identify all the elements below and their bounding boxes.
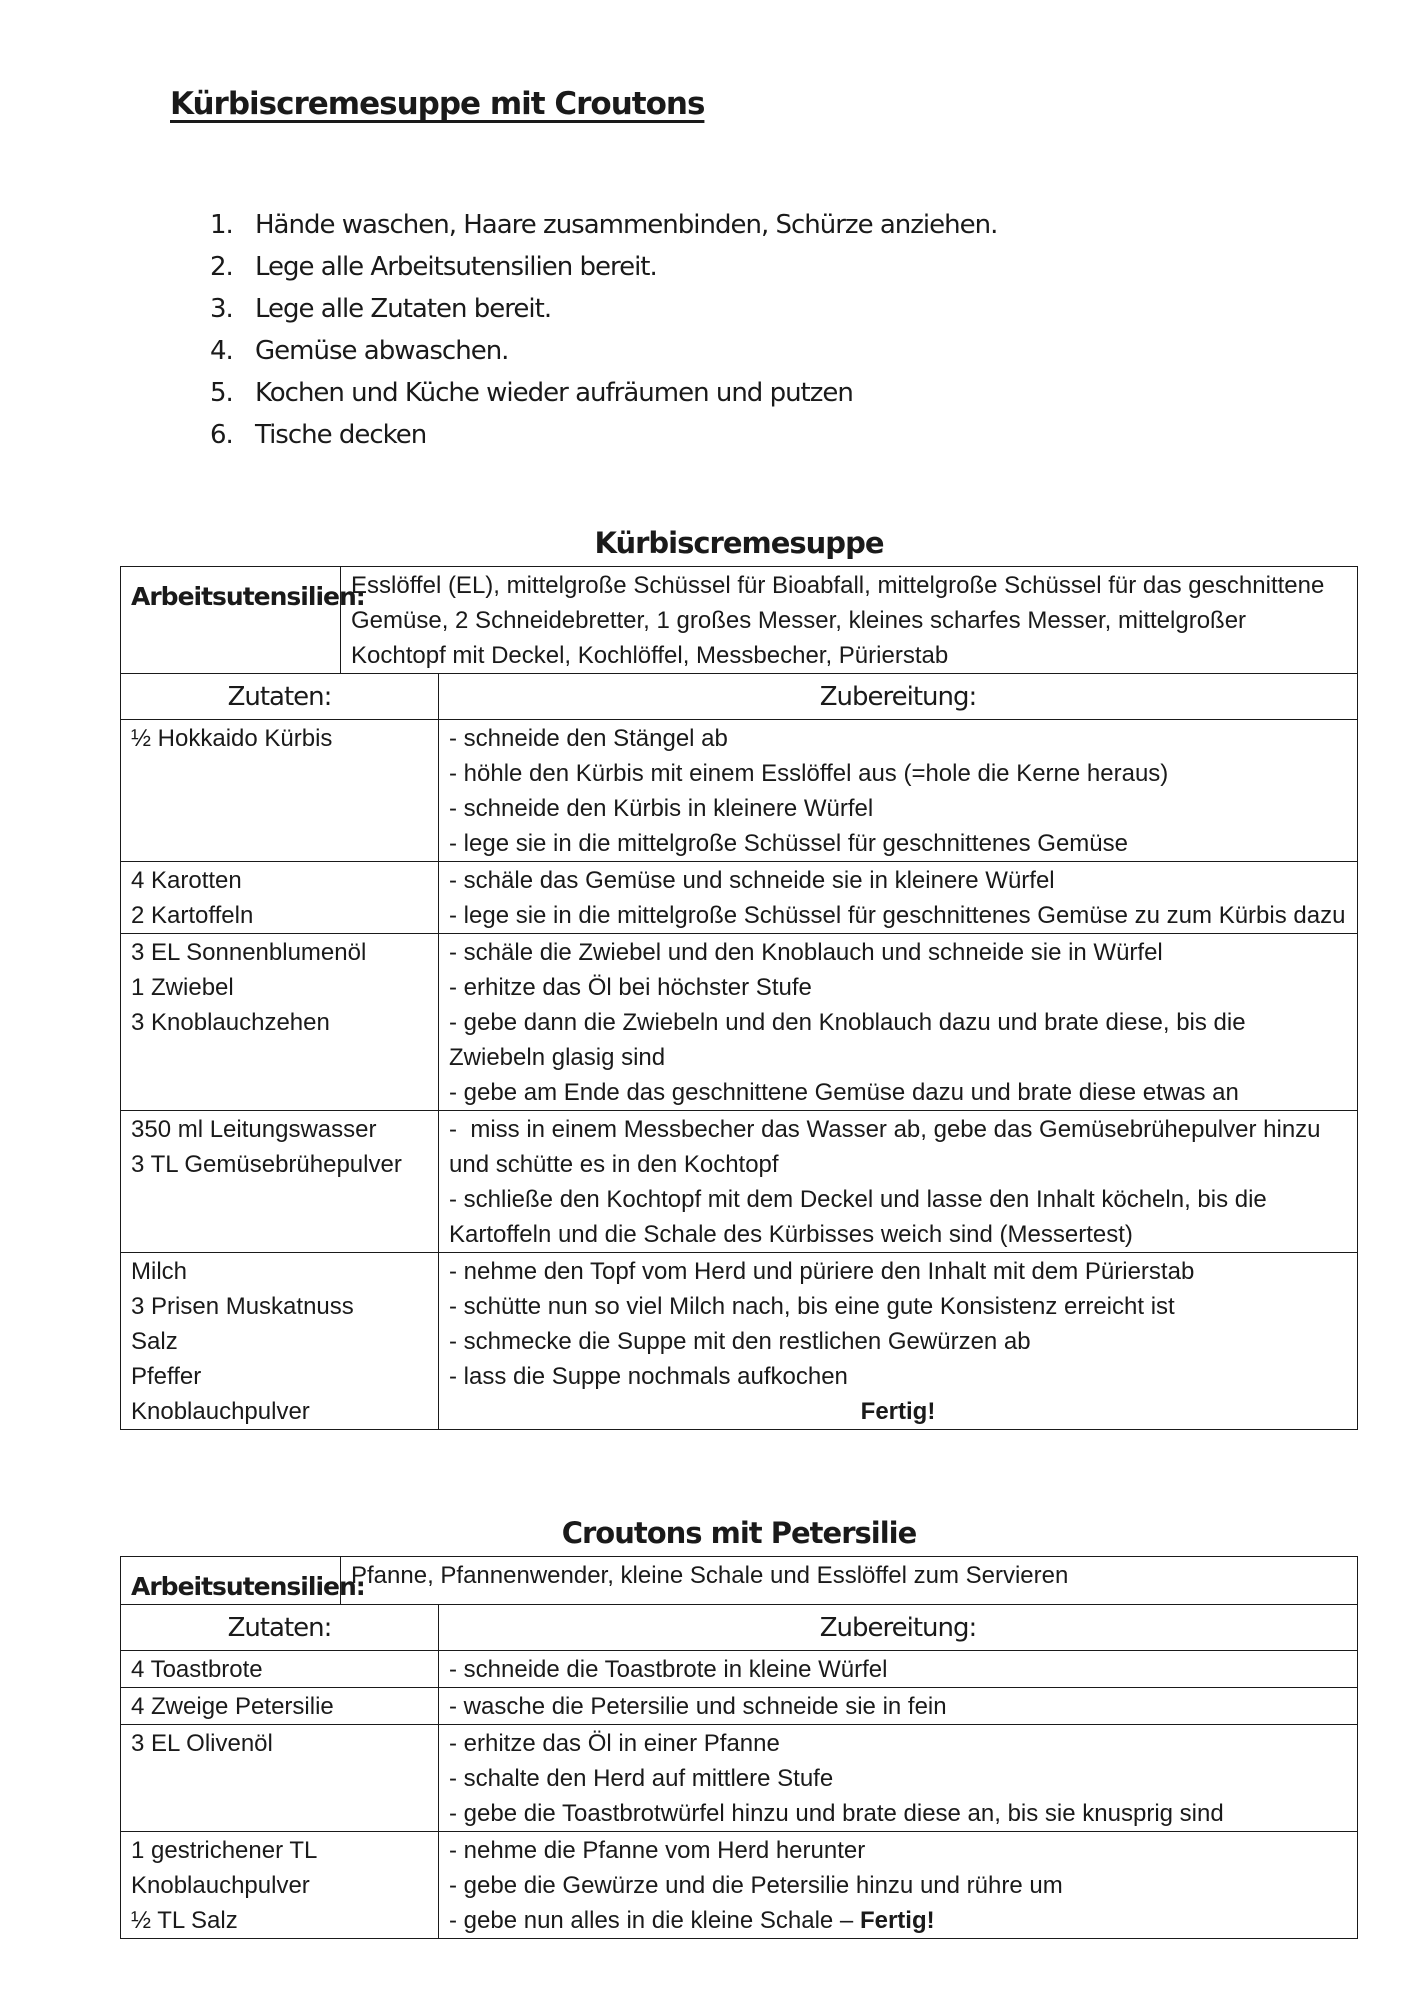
step-line: - erhitze das Öl in einer Pfanne xyxy=(449,1730,780,1757)
step-line: - schäle die Zwiebel und den Knoblauch und schneide sie in Würfel xyxy=(449,939,1163,966)
ingredient-line: Pfeffer xyxy=(131,1363,202,1390)
tools-row xyxy=(121,567,1358,674)
preparation-cell xyxy=(439,862,1358,934)
ingredient-line: 350 ml Leitungswasser xyxy=(131,1116,377,1143)
step-line: - wasche die Petersilie und schneide sie in fein xyxy=(449,1693,947,1720)
table-row xyxy=(121,720,1358,862)
soup-recipe-table xyxy=(120,566,1358,1430)
ingredient-line: Milch xyxy=(131,1258,188,1285)
list-item xyxy=(210,288,997,330)
ingredient-line: 3 Prisen Muskatnuss xyxy=(131,1293,354,1320)
step-line: - miss in einem Messbecher das Wasser ab, gebe das Gemüsebrühepulver hinzu und schütte es in den Kochtopf xyxy=(449,1116,1328,1178)
preparation-cell xyxy=(439,1725,1358,1832)
preparation-steps-list xyxy=(210,204,997,456)
preparation-cell xyxy=(439,1111,1358,1253)
step-text: Kochen und Küche wieder aufräumen und putzen xyxy=(255,378,853,408)
step-number: 1. xyxy=(210,210,233,240)
finished-label: Fertig! xyxy=(859,1907,935,1934)
step-line: - lege sie in die mittelgroße Schüssel für geschnittenes Gemüse xyxy=(449,830,1128,857)
step-line: - lege sie in die mittelgroße Schüssel für geschnittenes Gemüse zu zum Kürbis dazu xyxy=(449,902,1346,929)
soup-section-title: Kürbiscremesuppe xyxy=(594,526,884,560)
ingredient-line: Salz xyxy=(131,1328,178,1355)
preparation-cell xyxy=(439,1651,1358,1688)
tools-text: Esslöffel (EL), mittelgroße Schüssel für Bioabfall, mittelgroße Schüssel für das geschnittene Gemüse, 2 Schneidebretter, 1 großes Messer, kleines scharfes Messer, mittelgroßer Kochtopf mit Deckel, Kochlöffel, Messbecher, Pürierstab xyxy=(341,567,1358,674)
step-number: 6. xyxy=(210,420,233,450)
preparation-cell xyxy=(439,1688,1358,1725)
ingredient-line: Knoblauchpulver xyxy=(131,1398,310,1425)
step-line: - gebe dann die Zwiebeln und den Knoblauch dazu und brate diese, bis die Zwiebeln glasig sind xyxy=(449,1009,1253,1071)
ingredients-cell xyxy=(121,1832,439,1939)
ingredient-line: 3 Knoblauchzehen xyxy=(131,1009,330,1036)
tools-label: Arbeitsutensilien: xyxy=(121,567,341,674)
croutons-section-title: Croutons mit Petersilie xyxy=(561,1516,917,1550)
preparation-header: Zubereitung: xyxy=(439,1605,1358,1651)
preparation-cell xyxy=(439,1253,1358,1430)
preparation-cell xyxy=(439,720,1358,862)
step-line: - schalte den Herd auf mittlere Stufe xyxy=(449,1765,834,1792)
ingredients-cell xyxy=(121,1725,439,1832)
croutons-recipe-table xyxy=(120,1556,1358,1939)
step-line: - schütte nun so viel Milch nach, bis eine gute Konsistenz erreicht ist xyxy=(449,1293,1175,1320)
step-text: Tische decken xyxy=(255,420,427,450)
step-line: - höhle den Kürbis mit einem Esslöffel aus (=hole die Kerne heraus) xyxy=(449,760,1169,787)
list-item xyxy=(210,414,997,456)
ingredients-cell xyxy=(121,1688,439,1725)
finished-label: Fertig! xyxy=(860,1398,936,1425)
table-row xyxy=(121,862,1358,934)
list-item xyxy=(210,372,997,414)
table-row xyxy=(121,1111,1358,1253)
table-row xyxy=(121,1651,1358,1688)
table-row xyxy=(121,1688,1358,1725)
step-text: Gemüse abwaschen. xyxy=(255,336,509,366)
step-line: - schließe den Kochtopf mit dem Deckel und lasse den Inhalt köcheln, bis die Kartoffeln und die Schale des Kürbisses weich sind (Messertest) xyxy=(449,1186,1274,1248)
step-text: Lege alle Zutaten bereit. xyxy=(255,294,552,324)
step-text: - gebe nun alles in die kleine Schale – xyxy=(449,1907,860,1934)
table-row xyxy=(121,934,1358,1111)
step-line: - nehme den Topf vom Herd und püriere den Inhalt mit dem Pürierstab xyxy=(449,1258,1195,1285)
step-line: - lass die Suppe nochmals aufkochen xyxy=(449,1363,848,1390)
ingredients-cell xyxy=(121,862,439,934)
step-line: - gebe die Toastbrotwürfel hinzu und brate diese an, bis sie knusprig sind xyxy=(449,1800,1224,1827)
step-text: Lege alle Arbeitsutensilien bereit. xyxy=(255,252,657,282)
step-line: - gebe die Gewürze und die Petersilie hinzu und rühre um xyxy=(449,1872,1063,1899)
tools-row xyxy=(121,1557,1358,1605)
ingredients-cell xyxy=(121,1111,439,1253)
ingredient-line: 1 gestrichener TL xyxy=(131,1837,318,1864)
table-row xyxy=(121,1725,1358,1832)
step-line xyxy=(449,1903,1347,1938)
ingredient-line: 3 EL Sonnenblumenöl xyxy=(131,939,367,966)
step-line: - schneide den Stängel ab xyxy=(449,725,728,752)
ingredient-line: ½ Hokkaido Kürbis xyxy=(131,725,333,752)
step-number: 5. xyxy=(210,378,233,408)
ingredients-cell xyxy=(121,1253,439,1430)
ingredients-header: Zutaten: xyxy=(121,1605,439,1651)
step-line: - erhitze das Öl bei höchster Stufe xyxy=(449,974,812,1001)
ingredient-line: Knoblauchpulver xyxy=(131,1872,310,1899)
tools-text: Pfanne, Pfannenwender, kleine Schale und Esslöffel zum Servieren xyxy=(341,1557,1358,1605)
ingredient-line: 3 TL Gemüsebrühepulver xyxy=(131,1151,402,1178)
list-item xyxy=(210,204,997,246)
preparation-cell xyxy=(439,934,1358,1111)
step-number: 3. xyxy=(210,294,233,324)
ingredient-line: 1 Zwiebel xyxy=(131,974,234,1001)
ingredient-line: 4 Karotten xyxy=(131,867,242,894)
table-row xyxy=(121,1832,1358,1939)
step-line: - schneide den Kürbis in kleinere Würfel xyxy=(449,795,874,822)
step-number: 2. xyxy=(210,252,233,282)
ingredients-cell xyxy=(121,1651,439,1688)
step-line: - schmecke die Suppe mit den restlichen Gewürzen ab xyxy=(449,1328,1031,1355)
table-row xyxy=(121,1253,1358,1430)
ingredient-line: 4 Zweige Petersilie xyxy=(131,1693,334,1720)
list-item xyxy=(210,246,997,288)
step-line: - schäle das Gemüse und schneide sie in kleinere Würfel xyxy=(449,867,1055,894)
preparation-cell xyxy=(439,1832,1358,1939)
ingredient-line: 3 EL Olivenöl xyxy=(131,1730,273,1757)
ingredient-line: 4 Toastbrote xyxy=(131,1656,263,1683)
step-line: - schneide die Toastbrote in kleine Würfel xyxy=(449,1656,888,1683)
ingredient-line: ½ TL Salz xyxy=(131,1907,238,1934)
table-header-row xyxy=(121,674,1358,720)
preparation-header: Zubereitung: xyxy=(439,674,1358,720)
ingredient-line: 2 Kartoffeln xyxy=(131,902,254,929)
step-line: - gebe am Ende das geschnittene Gemüse dazu und brate diese etwas an xyxy=(449,1079,1239,1106)
table-header-row xyxy=(121,1605,1358,1651)
tools-label: Arbeitsutensilien: xyxy=(121,1557,341,1605)
ingredients-header: Zutaten: xyxy=(121,674,439,720)
step-line: - nehme die Pfanne vom Herd herunter xyxy=(449,1837,866,1864)
step-text: Hände waschen, Haare zusammenbinden, Schürze anziehen. xyxy=(255,210,998,240)
ingredients-cell xyxy=(121,720,439,862)
document-title: Kürbiscremesuppe mit Croutons xyxy=(170,86,705,122)
list-item xyxy=(210,330,997,372)
ingredients-cell xyxy=(121,934,439,1111)
step-number: 4. xyxy=(210,336,233,366)
